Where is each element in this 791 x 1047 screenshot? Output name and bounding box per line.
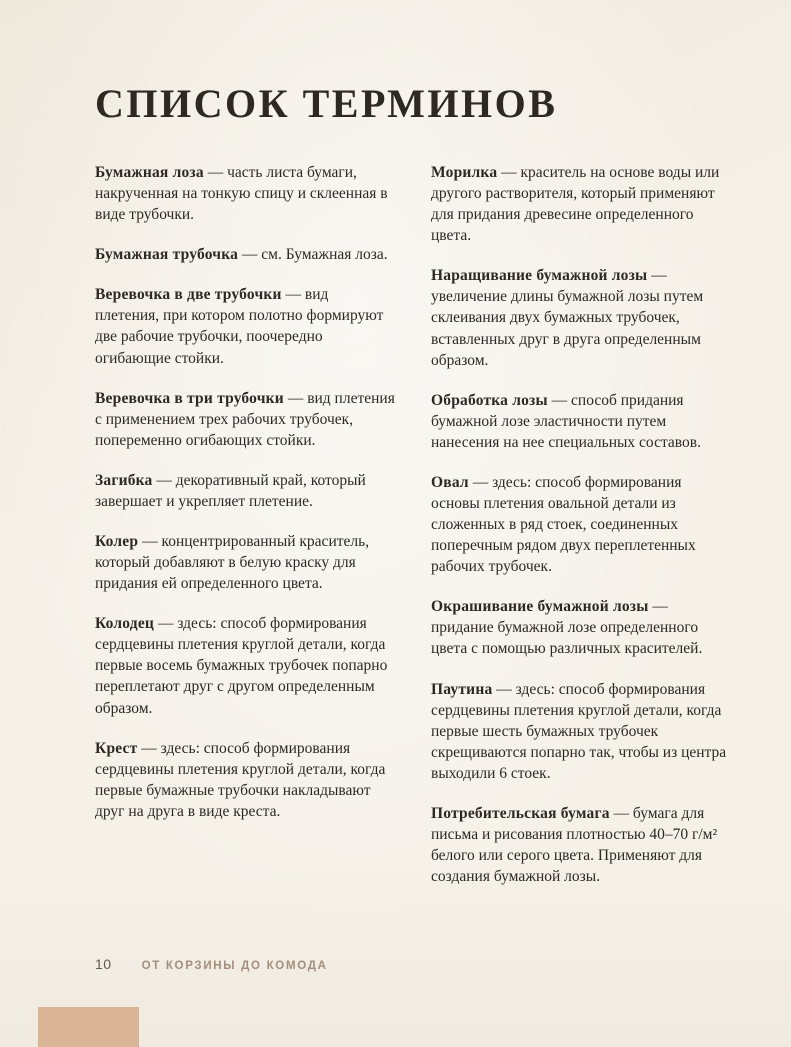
glossary-definition: — здесь: способ формирования сердцевины плетения круглой детали, когда первые шесть бумажных трубочек скрещиваются попарно так, чтобы из центра выходили 6 стоек. — [431, 680, 727, 782]
glossary-term: Потребительская бумага — [431, 804, 610, 822]
glossary-term: Колер — [95, 533, 139, 551]
page-footer — [95, 956, 328, 972]
glossary-entry — [95, 162, 395, 225]
glossary-definition: — способ придания бумажной лозе эластичности путем нанесения на нее специальных составов. — [431, 391, 701, 451]
glossary-definition: — увеличение длины бумажной лозы путем склеивания двух бумажных трубочек, вставленных друг в друга определенным образом. — [431, 267, 704, 369]
glossary-entry — [431, 265, 731, 370]
glossary-entry — [95, 738, 395, 822]
glossary-definition: — концентрированный краситель, который добавляют в белую краску для придания ей определенного цвета. — [95, 533, 370, 593]
glossary-term: Бумажная трубочка — [95, 246, 239, 264]
glossary-definition: — здесь: способ формирования основы плетения овальной детали из сложенных в ряд стоек, соединенных поперечным рядом двух переплетенных рабочих трубочек. — [431, 473, 696, 576]
glossary-entry — [431, 162, 731, 246]
glossary-entry — [95, 613, 395, 718]
glossary-entry — [431, 803, 731, 887]
glossary-entry — [431, 679, 731, 784]
glossary-entry — [95, 388, 395, 451]
glossary-entry — [95, 531, 395, 594]
glossary-term: Веревочка в две трубочки — [95, 286, 282, 304]
glossary-entry — [431, 390, 731, 453]
glossary-term: Обработка лозы — [431, 391, 548, 409]
glossary-definition: — часть листа бумаги, накрученная на тонкую спицу и склеенная в виде трубочки. — [95, 164, 388, 224]
page-title: СПИСОК ТЕРМИНОВ — [95, 81, 558, 126]
glossary-term: Колодец — [95, 615, 155, 633]
glossary — [95, 162, 731, 906]
glossary-definition: — бумага для письма и рисования плотностью 40–70 г/м² белого или серого цвета. Применяют для создания бумажной лозы. — [431, 804, 718, 886]
glossary-entry — [431, 596, 731, 659]
page-number: 10 — [95, 956, 112, 972]
glossary-definition: — придание бумажной лозе определенного цвета с помощью различных красителей. — [431, 598, 703, 658]
glossary-term: Загибка — [95, 471, 153, 489]
glossary-definition: — вид плетения с применением трех рабочих трубочек, попеременно огибающих стойки. — [95, 389, 395, 449]
glossary-term: Наращивание бумажной лозы — [431, 267, 648, 285]
glossary-definition: — здесь: способ формирования сердцевины плетения круглой детали, когда первые бумажные трубочки накладывают друг на друга в виде креста. — [95, 739, 386, 820]
glossary-definition: — краситель на основе воды или другого растворителя, который применяют для придания древесине определенного цвета. — [431, 164, 720, 245]
glossary-entry — [431, 472, 731, 577]
glossary-entry — [95, 284, 395, 368]
glossary-term: Овал — [431, 473, 469, 491]
running-title: ОТ КОРЗИНЫ ДО КОМОДА — [141, 960, 328, 972]
glossary-entry — [95, 470, 395, 512]
glossary-term: Веревочка в три трубочки — [95, 389, 284, 407]
glossary-definition: — вид плетения, при котором полотно формируют две рабочие трубочки, поочередно огибающие стойки. — [95, 286, 384, 367]
glossary-term: Паутина — [431, 680, 493, 698]
glossary-term: Окрашивание бумажной лозы — [431, 598, 649, 616]
glossary-definition: — здесь: способ формирования сердцевины плетения круглой детали, когда первые восемь бумажных трубочек попарно переплетают друг с другом определенным образом. — [95, 615, 388, 717]
glossary-definition: — декоративный край, который завершает и укрепляет плетение. — [95, 471, 366, 510]
glossary-left-column — [95, 162, 395, 906]
corner-tab — [38, 1007, 139, 1047]
glossary-term: Морилка — [431, 164, 498, 181]
glossary-right-column — [431, 162, 731, 906]
glossary-term: Крест — [95, 739, 138, 757]
glossary-term: Бумажная лоза — [95, 164, 204, 181]
glossary-definition: — см. Бумажная лоза. — [238, 246, 388, 264]
glossary-entry — [95, 244, 395, 265]
